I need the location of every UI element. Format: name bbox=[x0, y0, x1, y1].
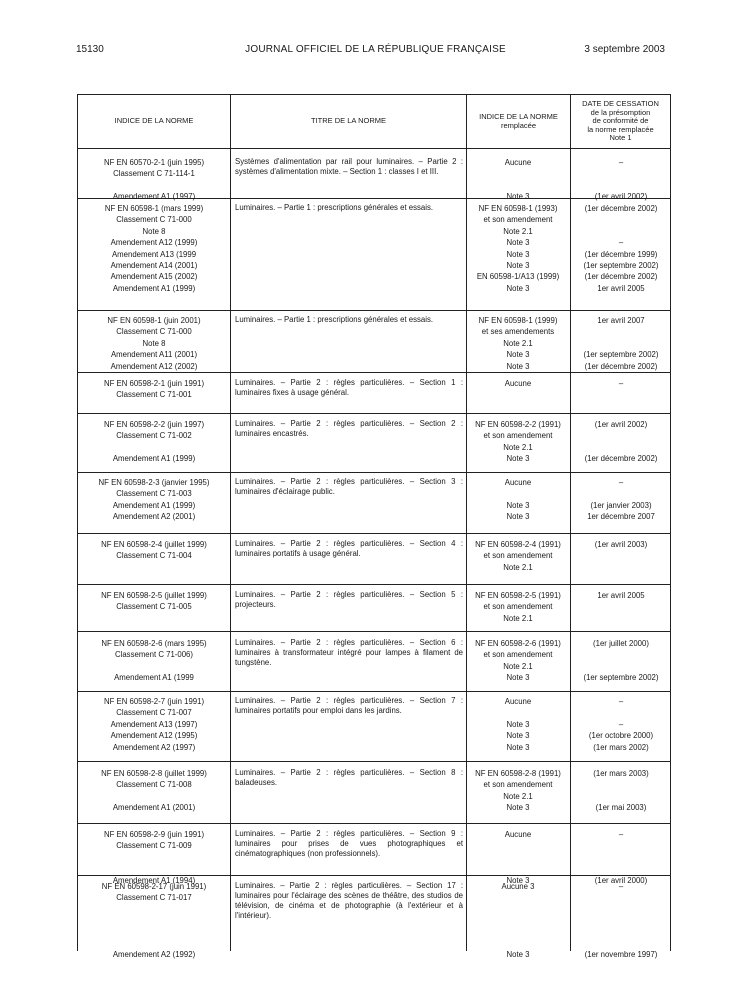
cell-line: Classement C 71-006) bbox=[114, 650, 193, 660]
cell-line bbox=[572, 840, 670, 851]
norm-index-cell bbox=[78, 378, 230, 401]
cell-line: Note 3 bbox=[506, 260, 530, 270]
cell-line: Amendement A1 (1999 bbox=[114, 673, 194, 683]
cell-line: – bbox=[618, 478, 624, 487]
cell-line: NF EN 60598-2-6 (mars 1995) bbox=[101, 639, 207, 648]
cell-line: NF EN 60598-2-4 (juillet 1999) bbox=[101, 540, 207, 549]
norm-title-cell: Luminaires. – Partie 2 : règles particulières. – Section 4 : luminaires portatifs à usage général. bbox=[235, 539, 463, 558]
cell-line: EN 60598-1/A13 (1999) bbox=[476, 272, 560, 282]
cell-line: Note 3 bbox=[506, 192, 530, 202]
norm-index-cell bbox=[78, 590, 230, 613]
cell-line: Classement C 71-114-1 bbox=[113, 169, 195, 179]
cell-line: Classement C 71-007 bbox=[116, 708, 192, 718]
column-header-date: DATE DE CESSATION de la présomption de conformité de la norme remplacée Note 1 bbox=[582, 99, 659, 143]
norm-title-cell: Luminaires. – Partie 2 : règles particulières. – Section 17 : luminaires pour l'éclairage des scènes de théâtre, des studios de télévision, de cinéma et de photographie (à l'extérieur et à l'intérieur). bbox=[235, 881, 463, 920]
cell-line: Amendement A1 (1994) bbox=[112, 875, 196, 885]
replaced-norm-cell bbox=[468, 315, 568, 372]
cell-line: Amendement A12 (1999) bbox=[110, 238, 198, 248]
cell-line: NF EN 60598-2-8 (juillet 1999) bbox=[101, 769, 207, 778]
cessation-date-cell bbox=[572, 157, 670, 203]
replaced-norm-cell bbox=[468, 157, 568, 203]
cell-line: – bbox=[618, 697, 624, 706]
cell-line bbox=[468, 852, 568, 863]
replaced-norm-cell bbox=[468, 203, 568, 294]
cell-line: NF EN 60598-2-1 (juin 1991) bbox=[103, 379, 205, 388]
cell-line: (1er décembre 2002) bbox=[584, 454, 658, 464]
cell-line: Note 2.1 bbox=[503, 613, 533, 623]
cessation-date-cell bbox=[572, 829, 670, 886]
cell-line bbox=[78, 180, 230, 191]
cell-line: NF EN 60570-2-1 (juin 1995) bbox=[103, 158, 205, 167]
cell-line: Aucune bbox=[504, 158, 532, 167]
cell-line: Amendement A12 (1995) bbox=[110, 731, 198, 741]
cell-line bbox=[78, 661, 230, 672]
cell-line: (1er décembre 2002) bbox=[584, 204, 658, 213]
cell-line bbox=[572, 892, 670, 903]
cell-line bbox=[572, 904, 670, 915]
cell-line: et son amendement bbox=[483, 602, 553, 612]
cell-line: Amendement A11 (2001) bbox=[110, 350, 198, 360]
cell-line: NF EN 60598-2-2 (1991) bbox=[475, 420, 561, 429]
column-header-remplacee: INDICE DE LA NORME remplacée bbox=[479, 112, 558, 130]
cell-line bbox=[468, 840, 568, 851]
replaced-norm-cell bbox=[468, 768, 568, 814]
cell-line: (1er décembre 1999) bbox=[584, 249, 658, 259]
norm-title-cell: Systèmes d'alimentation par rail pour luminaires. – Partie 2 : systèmes d'alimentation mixte. – Section 1 : classes I et III. bbox=[235, 157, 463, 176]
cell-line: 1er décembre 2007 bbox=[587, 512, 655, 522]
norm-title-cell: Luminaires. – Partie 2 : règles particulières. – Section 1 : luminaires fixes à usage général. bbox=[235, 378, 463, 397]
cell-line: – bbox=[618, 379, 624, 388]
cell-line: Note 3 bbox=[506, 283, 530, 293]
norm-title-cell: Luminaires. – Partie 2 : règles particulières. – Section 3 : luminaires d'éclairage public. bbox=[235, 477, 463, 496]
cell-line bbox=[78, 791, 230, 802]
cell-line bbox=[468, 180, 568, 191]
cell-line: Note 2.1 bbox=[503, 791, 533, 801]
cell-line: Aucune bbox=[504, 478, 532, 487]
cell-line bbox=[572, 442, 670, 453]
cell-line: et son amendement bbox=[483, 215, 553, 225]
cell-line: NF EN 60598-1 (1999) bbox=[478, 316, 558, 325]
journal-title: JOURNAL OFFICIEL DE LA RÉPUBLIQUE FRANÇAISE bbox=[245, 44, 506, 55]
cell-line: Note 8 bbox=[142, 226, 166, 236]
cell-line: Classement C 71-002 bbox=[116, 431, 192, 441]
norm-title-cell: Luminaires. – Partie 2 : règles particulières. – Section 2 : luminaires encastrés. bbox=[235, 419, 463, 438]
cell-line bbox=[572, 927, 670, 938]
cell-line: NF EN 60598-1 (mars 1999) bbox=[104, 204, 204, 213]
cell-line: NF EN 60598-1 (1993) bbox=[478, 204, 558, 213]
cell-line: NF EN 60598-2-7 (juin 1991) bbox=[103, 697, 205, 706]
norm-title-cell: Luminaires. – Partie 1 : prescriptions générales et essais. bbox=[235, 203, 434, 212]
cell-line: – bbox=[618, 238, 624, 248]
norm-index-cell bbox=[78, 477, 230, 523]
cell-line: NF EN 60598-1 (juin 2001) bbox=[107, 316, 201, 325]
cell-line: Note 2.1 bbox=[503, 562, 533, 572]
cell-line: Amendement A2 (1997) bbox=[112, 742, 196, 752]
cell-line: (1er juillet 2000) bbox=[593, 639, 649, 648]
cell-line: NF EN 60598-2-5 (1991) bbox=[475, 591, 561, 600]
cell-line: Classement C 71-009 bbox=[116, 841, 192, 851]
cell-line: Classement C 71-001 bbox=[116, 390, 192, 400]
cell-line: NF EN 60598-2-5 (juillet 1999) bbox=[101, 591, 207, 600]
cell-line bbox=[572, 214, 670, 225]
publication-date: 3 septembre 2003 bbox=[584, 44, 665, 55]
cessation-date-cell bbox=[572, 768, 670, 814]
cell-line: (1er décembre 2002) bbox=[584, 361, 658, 371]
cell-line bbox=[572, 852, 670, 863]
cell-line: Amendement A13 (1999 bbox=[111, 249, 197, 259]
cessation-date-cell bbox=[572, 378, 670, 389]
cell-line: (1er décembre 2002) bbox=[584, 272, 658, 282]
cell-line bbox=[468, 927, 568, 938]
norm-title-cell: Luminaires. – Partie 2 : règles particulières. – Section 8 : baladeuses. bbox=[235, 768, 463, 787]
row-divider bbox=[78, 413, 670, 414]
cell-line: Note 3 bbox=[506, 950, 530, 960]
row-divider bbox=[78, 584, 670, 585]
cessation-date-cell bbox=[572, 696, 670, 753]
cell-line: Classement C 71-000 bbox=[116, 215, 192, 225]
norm-title-cell: Luminaires. – Partie 2 : règles particulières. – Section 7 : luminaires portatifs pour emploi dans les jardins. bbox=[235, 696, 463, 715]
cell-line: (1er novembre 1997) bbox=[584, 950, 658, 960]
cell-line: Aucune 3 bbox=[501, 882, 535, 891]
cell-line: Note 2.1 bbox=[503, 442, 533, 452]
cell-line: Amendement A1 (1999) bbox=[112, 454, 196, 464]
replaced-norm-cell bbox=[468, 539, 568, 573]
cessation-date-cell bbox=[572, 881, 670, 961]
cell-line: (1er mai 2003) bbox=[595, 803, 647, 813]
cell-line: Amendement A12 (2002) bbox=[110, 361, 198, 371]
cell-line bbox=[572, 779, 670, 790]
cell-line: Classement C 71-005 bbox=[116, 602, 192, 612]
cell-line: Classement C 71-000 bbox=[116, 327, 192, 337]
norm-index-cell bbox=[78, 696, 230, 753]
cell-line: Note 3 bbox=[506, 454, 530, 464]
cell-line: Note 3 bbox=[506, 875, 530, 885]
cell-line: NF EN 60598-2-6 (1991) bbox=[475, 639, 561, 648]
norm-title-cell: Luminaires. – Partie 2 : règles particulières. – Section 6 : luminaires à transformateur intégré pour lampes à filament de tungstène. bbox=[235, 638, 463, 667]
cell-line bbox=[572, 661, 670, 672]
cell-line: et ses amendements bbox=[481, 327, 555, 337]
cell-line: NF EN 60598-2-9 (juin 1991) bbox=[103, 830, 205, 839]
cell-line bbox=[572, 226, 670, 237]
norm-index-cell bbox=[78, 157, 230, 203]
cell-line: Amendement A1 (1999) bbox=[112, 283, 196, 293]
cell-line: Note 3 bbox=[506, 803, 530, 813]
row-divider bbox=[78, 823, 670, 824]
cell-line bbox=[572, 791, 670, 802]
cell-line: – bbox=[618, 882, 624, 891]
cessation-date-cell bbox=[572, 539, 670, 550]
cell-line bbox=[78, 442, 230, 453]
column-header-indice: INDICE DE LA NORME bbox=[114, 116, 194, 126]
cell-line: Note 3 bbox=[506, 731, 530, 741]
cell-line bbox=[468, 904, 568, 915]
cell-line: Amendement A13 (1997) bbox=[110, 719, 198, 729]
cell-line: Note 3 bbox=[506, 350, 530, 360]
cell-line: NF EN 60598-2-17 (juin 1991) bbox=[101, 882, 207, 891]
replaced-norm-cell bbox=[468, 881, 568, 961]
row-divider bbox=[78, 310, 670, 311]
replaced-norm-cell bbox=[468, 638, 568, 684]
cell-line: Classement C 71-017 bbox=[116, 893, 192, 903]
cell-line: Classement C 71-003 bbox=[116, 489, 192, 499]
cell-line: (1er avril 2000) bbox=[594, 875, 648, 885]
cell-line: et son amendement bbox=[483, 650, 553, 660]
cell-line: Note 3 bbox=[506, 361, 530, 371]
cell-line bbox=[468, 938, 568, 949]
cell-line: Note 3 bbox=[506, 512, 530, 522]
cell-line: et son amendement bbox=[483, 431, 553, 441]
norm-index-cell bbox=[78, 203, 230, 294]
cell-line: et son amendement bbox=[483, 551, 553, 561]
cell-line: NF EN 60598-2-3 (janvier 1995) bbox=[98, 478, 210, 487]
cell-line: (1er mars 2003) bbox=[593, 769, 649, 778]
cell-line bbox=[468, 892, 568, 903]
cell-line bbox=[468, 915, 568, 926]
norm-title-cell: Luminaires. – Partie 1 : prescriptions générales et essais. bbox=[235, 315, 434, 324]
replaced-norm-cell bbox=[468, 419, 568, 465]
cessation-date-cell bbox=[572, 638, 670, 684]
cell-line bbox=[572, 338, 670, 349]
cell-line bbox=[78, 852, 230, 863]
replaced-norm-cell bbox=[468, 696, 568, 753]
cell-line bbox=[572, 180, 670, 191]
row-divider bbox=[78, 761, 670, 762]
cell-line bbox=[78, 927, 230, 938]
norm-index-cell bbox=[78, 881, 230, 961]
cell-line: – bbox=[618, 158, 624, 167]
row-divider bbox=[78, 533, 670, 534]
cell-line: (1er octobre 2000) bbox=[588, 731, 654, 741]
cell-line: – bbox=[618, 830, 624, 839]
cessation-date-cell bbox=[572, 590, 670, 601]
cell-line: (1er avril 2002) bbox=[594, 420, 648, 429]
norm-title-cell: Luminaires. – Partie 2 : règles particulières. – Section 9 : luminaires pour prises de vues photographiques et cinématographiques (non professionnels). bbox=[235, 829, 463, 858]
standards-table bbox=[77, 94, 671, 960]
cessation-date-cell bbox=[572, 315, 670, 372]
cell-line: (1er avril 2002) bbox=[594, 192, 648, 202]
cell-line bbox=[572, 707, 670, 718]
cell-line: Note 3 bbox=[506, 500, 530, 510]
cell-line: Amendement A1 (1997) bbox=[112, 192, 196, 202]
cell-line: Classement C 71-008 bbox=[116, 780, 192, 790]
cell-line: Note 2.1 bbox=[503, 226, 533, 236]
cell-line bbox=[572, 488, 670, 499]
cell-line: Amendement A2 (1992) bbox=[112, 950, 196, 960]
cell-line: Note 3 bbox=[506, 742, 530, 752]
norm-index-cell bbox=[78, 539, 230, 562]
cell-line bbox=[78, 863, 230, 874]
cell-line: 1er avril 2007 bbox=[597, 316, 645, 325]
norm-title-cell: Luminaires. – Partie 2 : règles particulières. – Section 5 : projecteurs. bbox=[235, 590, 463, 609]
cell-line: Aucune bbox=[504, 830, 532, 839]
cell-line: 1er avril 2005 bbox=[597, 591, 645, 600]
cessation-date-cell bbox=[572, 203, 670, 294]
header-divider bbox=[78, 148, 670, 149]
replaced-norm-cell bbox=[468, 590, 568, 624]
row-divider bbox=[78, 691, 670, 692]
page-number: 15130 bbox=[76, 44, 104, 55]
cell-line bbox=[572, 863, 670, 874]
column-header-titre: TITRE DE LA NORME bbox=[310, 116, 386, 126]
cell-line: Amendement A1 (2001) bbox=[112, 803, 196, 813]
cell-line bbox=[468, 168, 568, 179]
cell-line: – bbox=[618, 719, 624, 729]
cell-line: Note 3 bbox=[506, 673, 530, 683]
cell-line: Note 2.1 bbox=[503, 661, 533, 671]
page-header bbox=[0, 44, 751, 58]
norm-index-cell bbox=[78, 315, 230, 372]
cell-line bbox=[468, 707, 568, 718]
cell-line: Aucune bbox=[504, 697, 532, 706]
row-divider bbox=[78, 472, 670, 473]
cell-line bbox=[572, 938, 670, 949]
cell-line: Note 8 bbox=[142, 338, 166, 348]
cell-line bbox=[572, 168, 670, 179]
replaced-norm-cell bbox=[468, 829, 568, 886]
cell-line: Amendement A15 (2002) bbox=[110, 272, 198, 282]
cell-line bbox=[572, 649, 670, 660]
cell-line: (1er avril 2003) bbox=[594, 540, 648, 549]
cell-line: Note 3 bbox=[506, 719, 530, 729]
norm-index-cell bbox=[78, 419, 230, 465]
cell-line: (1er septembre 2002) bbox=[583, 673, 659, 683]
cell-line: Note 2.1 bbox=[503, 338, 533, 348]
cell-line: Amendement A2 (2001) bbox=[112, 512, 196, 522]
cell-line bbox=[78, 915, 230, 926]
cell-line: (1er mars 2002) bbox=[593, 742, 649, 752]
cell-line: Amendement A1 (1999) bbox=[112, 500, 196, 510]
cell-line: Aucune bbox=[504, 379, 532, 388]
replaced-norm-cell bbox=[468, 378, 568, 389]
cell-line: NF EN 60598-2-4 (1991) bbox=[475, 540, 561, 549]
norm-index-cell bbox=[78, 768, 230, 814]
cell-line: (1er janvier 2003) bbox=[590, 500, 652, 510]
row-divider bbox=[78, 631, 670, 632]
cell-line: 1er avril 2005 bbox=[597, 283, 645, 293]
cell-line: (1er septembre 2002) bbox=[583, 350, 659, 360]
cell-line: Classement C 71-004 bbox=[116, 551, 192, 561]
cell-line: Note 3 bbox=[506, 249, 530, 259]
row-divider bbox=[78, 372, 670, 373]
cell-line: Note 3 bbox=[506, 238, 530, 248]
cell-line bbox=[468, 488, 568, 499]
norm-index-cell bbox=[78, 638, 230, 684]
cell-line bbox=[78, 904, 230, 915]
cessation-date-cell bbox=[572, 477, 670, 523]
cell-line bbox=[78, 938, 230, 949]
replaced-norm-cell bbox=[468, 477, 568, 523]
cell-line bbox=[572, 430, 670, 441]
cessation-date-cell bbox=[572, 419, 670, 465]
cell-line: Amendement A14 (2001) bbox=[110, 260, 198, 270]
norm-index-cell bbox=[78, 829, 230, 886]
cell-line bbox=[468, 863, 568, 874]
cell-line: NF EN 60598-2-8 (1991) bbox=[475, 769, 561, 778]
cell-line: (1er septembre 2002) bbox=[583, 260, 659, 270]
cell-line bbox=[572, 915, 670, 926]
cell-line bbox=[572, 326, 670, 337]
cell-line: et son amendement bbox=[483, 780, 553, 790]
cell-line: NF EN 60598-2-2 (juin 1997) bbox=[103, 420, 205, 429]
